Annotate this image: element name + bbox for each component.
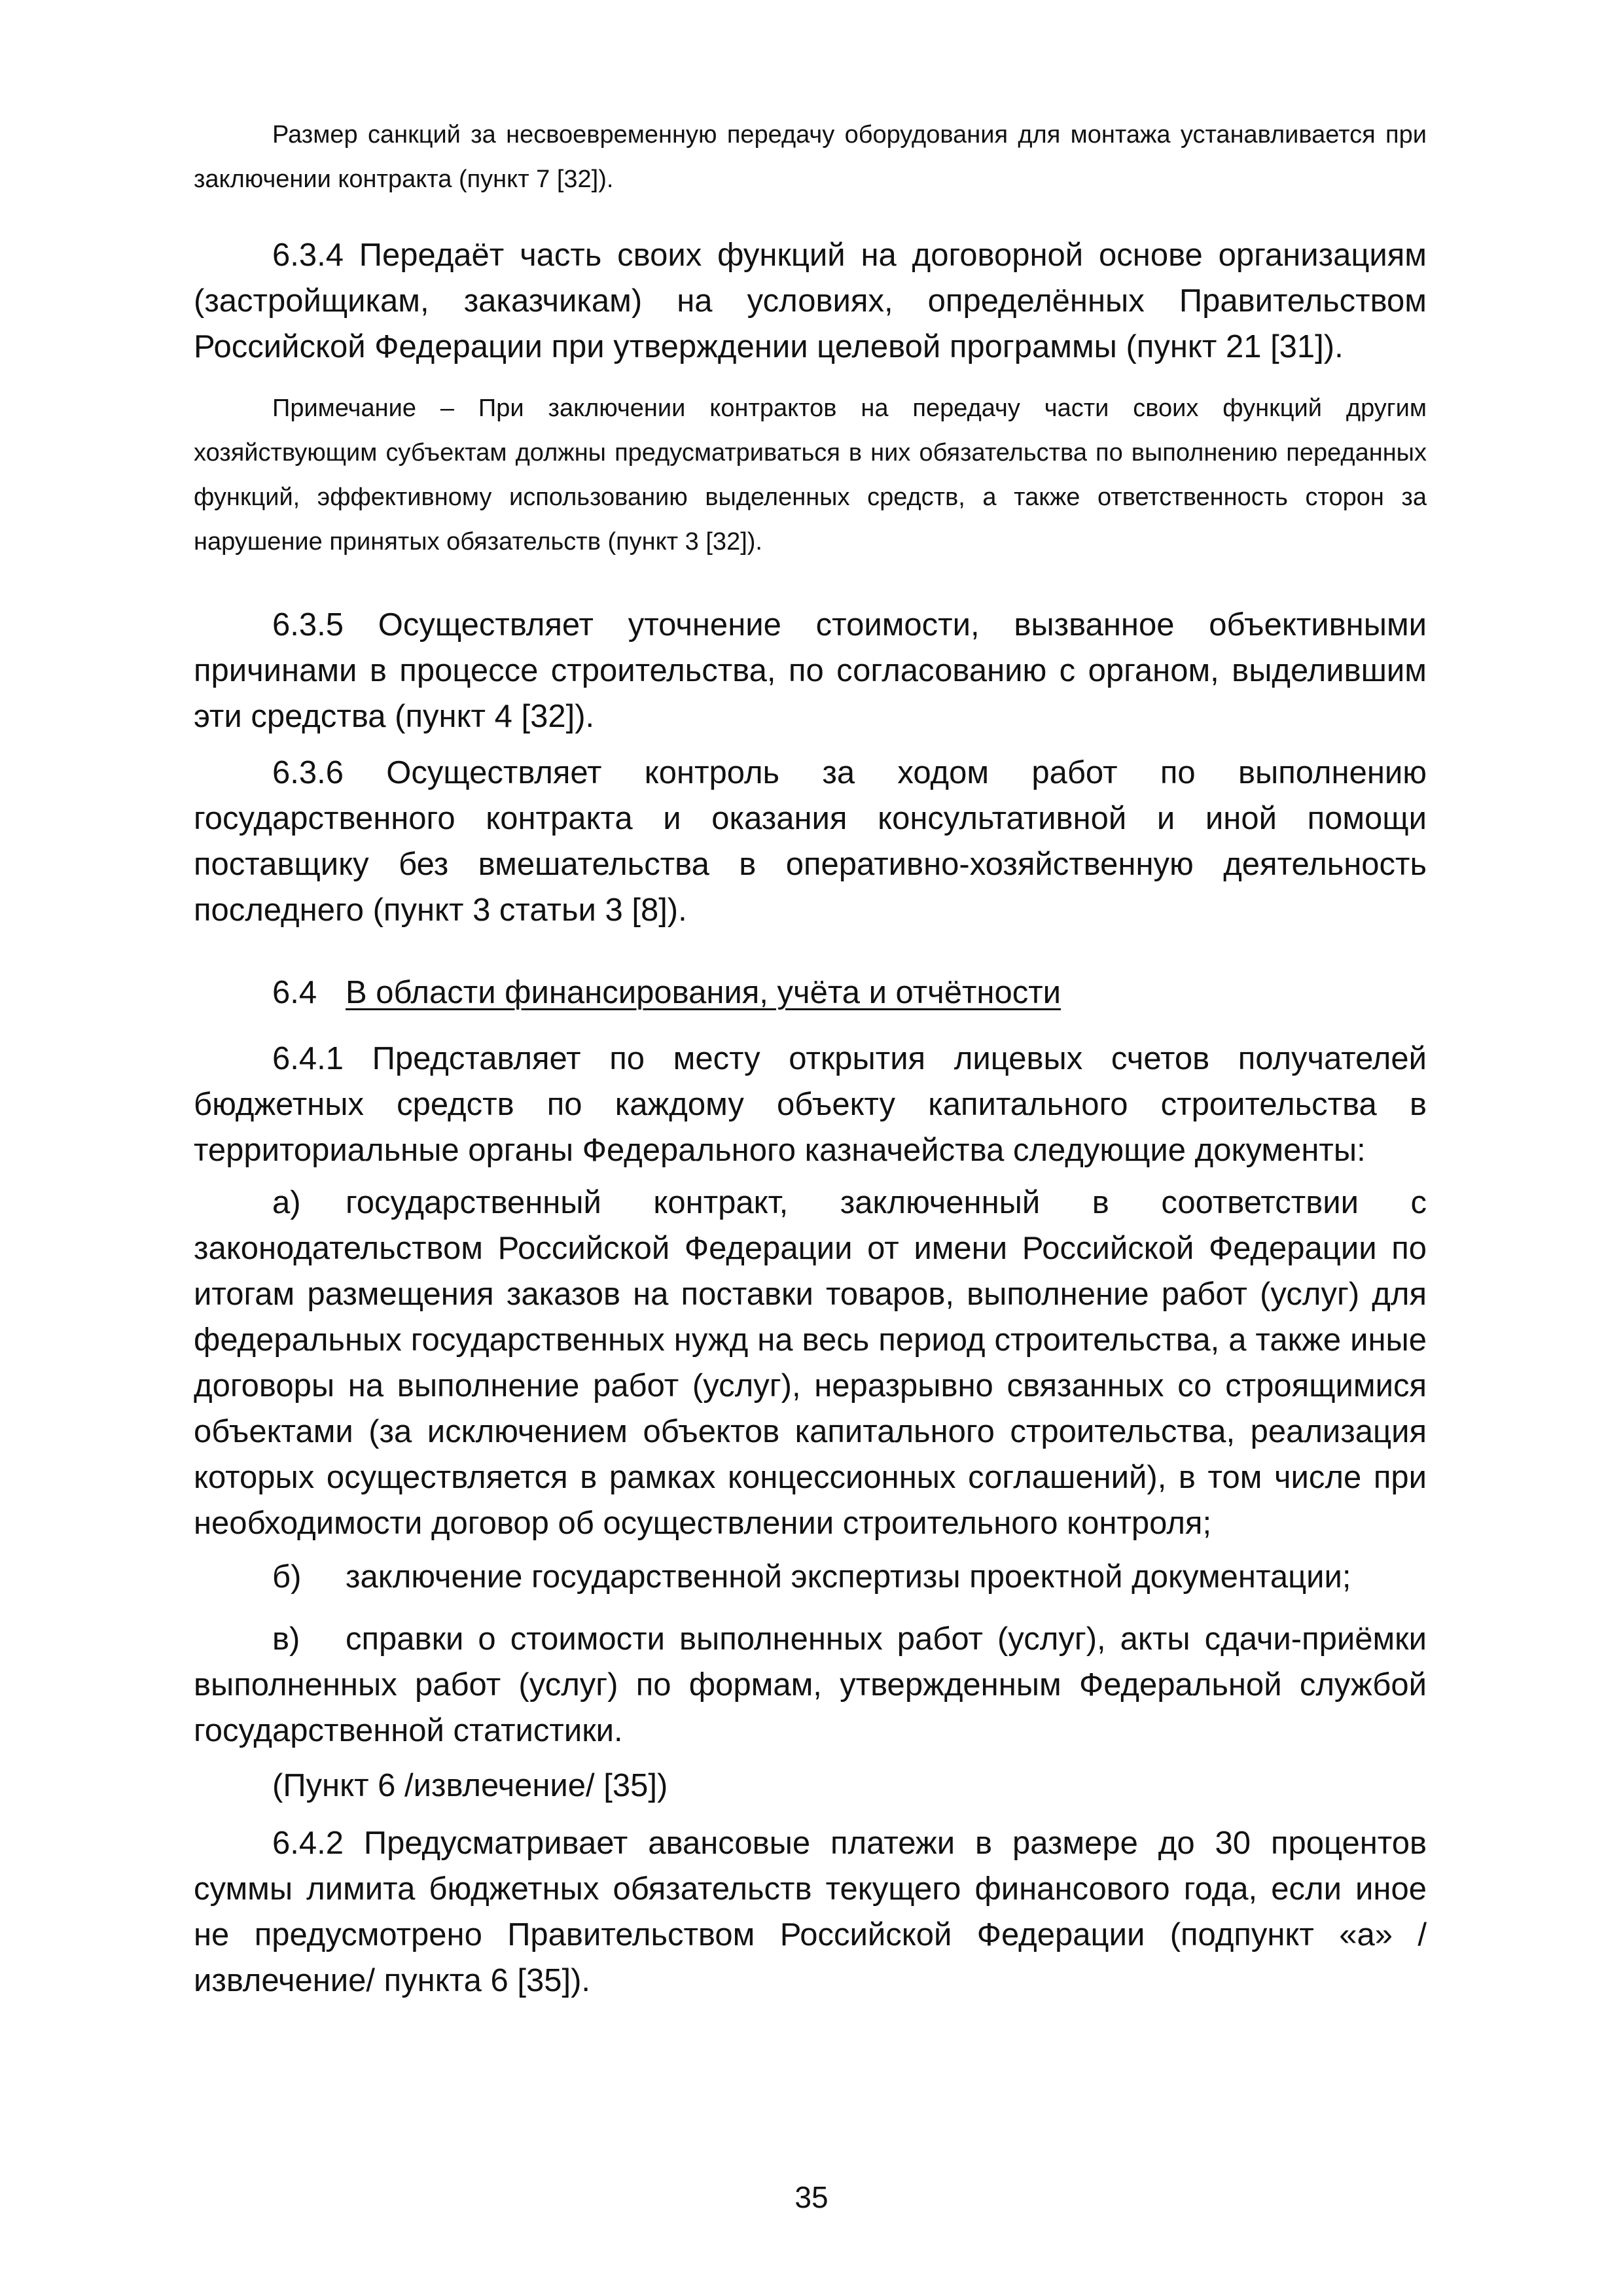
section-number: 6.4 (272, 975, 317, 1010)
page-number: 35 (794, 2180, 829, 2214)
note-6-3-4: Примечание – При заключении контрактов на передачу части своих функций другим хозяйствующим субъектам должны предусматриваться в них обязательства по выполнению переданных функций, эффективному использованию выделенных средств, а также ответственность сторон за нарушение принятых обязательств (пункт 3 [32]). (194, 395, 1427, 556)
list-text: государственный контракт, заключенный в соответствии с законодательством Российской Федерации от имени Российской Федерации по итогам размещения заказов на поставки товаров, выполнение работ (услуг) для федеральных государственных нужд на весь период строительства, а также иные договоры на выполнение работ (услуг), неразрывно связанных со строящимися объектами (за исключением объектов капитального строительства, реализация которых осуществляется в рамках концессионных соглашений), в том числе при необходимости договор об осуществлении строительного контроля; (194, 1185, 1427, 1541)
section-title: В области финансирования, учёта и отчётности (346, 975, 1061, 1010)
list-label: в) (272, 1621, 300, 1657)
list-item-v (194, 1616, 1427, 1754)
intro-note: Размер санкций за несвоевременную передачу оборудования для монтажа устанавливается при заключении контракта (пункт 7 [32]). (194, 121, 1427, 193)
paragraph-6-4-1: 6.4.1 Представляет по месту открытия лицевых счетов получателей бюджетных средств по каждому объекту капитального строительства в территориальные органы Федерального казначейства следующие документы: (194, 1041, 1427, 1168)
section-heading-6-4 (194, 970, 1427, 1016)
list-text: заключение государственной экспертизы проектной документации; (346, 1559, 1351, 1595)
list-text: справки о стоимости выполненных работ (услуг), акты сдачи-приёмки выполненных работ (услуг) по формам, утвержденным Федеральной службой государственной статистики. (194, 1621, 1427, 1748)
paragraph-6-3-5: 6.3.5 Осуществляет уточнение стоимости, вызванное объективными причинами в процессе строительства, по согласованию с органом, выделившим эти средства (пункт 4 [32]). (194, 607, 1427, 734)
list-item-b (194, 1554, 1427, 1600)
list-label: б) (272, 1559, 302, 1595)
paragraph-6-3-4: 6.3.4 Передаёт часть своих функций на договорной основе организациям (застройщикам, заказчикам) на условиях, определённых Правительством Российской Федерации при утверждении целевой программы (пункт 21 [31]). (194, 238, 1427, 364)
paragraph-6-4-2: 6.4.2 Предусматривает авансовые платежи в размере до 30 процентов суммы лимита бюджетных обязательств текущего финансового года, если иное не предусмотрено Правительством Российской Федерации (подпункт «а» /извлечение/ пункта 6 [35]). (194, 1826, 1427, 1998)
list-label: а) (272, 1185, 301, 1220)
source-6-4-1: (Пункт 6 /извлечение/ [35]) (272, 1768, 668, 1803)
paragraph-6-3-6: 6.3.6 Осуществляет контроль за ходом работ по выполнению государственного контракта и оказания консультативной и иной помощи поставщику без вмешательства в оперативно-хозяйственную деятельность последнего (пункт 3 статьи 3 [8]). (194, 755, 1427, 928)
list-item-a (194, 1180, 1427, 1546)
